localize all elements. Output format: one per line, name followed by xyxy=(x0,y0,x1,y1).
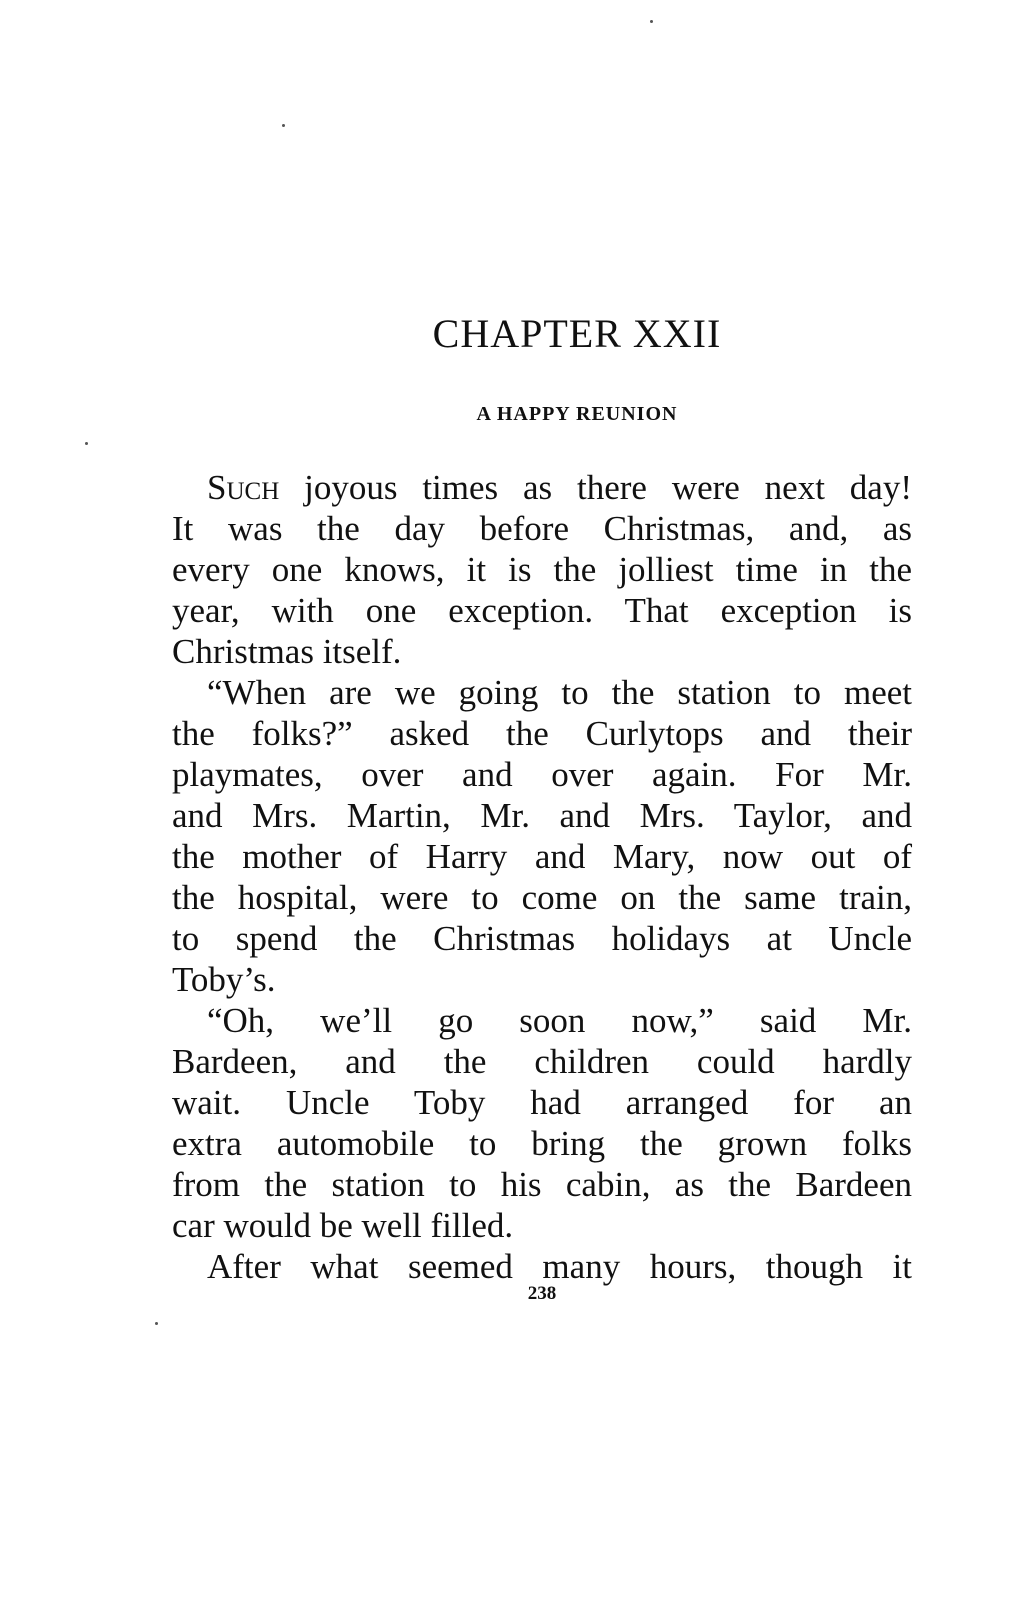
text-line: wait. Uncle Toby had arranged for an xyxy=(172,1083,912,1122)
text-line: extra automobile to bring the grown folks xyxy=(172,1124,912,1163)
text-line: from the station to his cabin, as the Bardeen xyxy=(172,1165,912,1204)
text-line: and Mrs. Martin, Mr. and Mrs. Taylor, and xyxy=(172,796,912,835)
text-line: to spend the Christmas holidays at Uncle xyxy=(172,919,912,958)
text-line: the folks?” asked the Curlytops and their xyxy=(172,714,912,753)
text-line-content: joyous times as there were next day! xyxy=(279,468,912,507)
paper-speck xyxy=(155,1322,158,1325)
text-line: Toby’s. xyxy=(172,960,276,999)
text-line: playmates, over and over again. For Mr. xyxy=(172,755,912,794)
paper-speck xyxy=(282,124,285,127)
drop-word: Such xyxy=(207,468,280,507)
text-line: It was the day before Christmas, and, as xyxy=(172,509,912,548)
page-number: 238 xyxy=(527,1283,557,1304)
paper-speck xyxy=(85,442,88,445)
text-line: the mother of Harry and Mary, now out of xyxy=(172,837,912,876)
chapter-number: CHAPTER XXII xyxy=(432,311,722,356)
text-line: car would be well filled. xyxy=(172,1206,514,1245)
text-line: every one knows, it is the jolliest time in the xyxy=(172,550,912,589)
paper-speck xyxy=(650,20,653,23)
text-line xyxy=(207,467,912,508)
text-line: Bardeen, and the children could hardly xyxy=(172,1042,912,1081)
text-line: the hospital, were to come on the same train, xyxy=(172,878,912,917)
text-line: year, with one exception. That exception is xyxy=(172,591,912,630)
text-line: “When are we going to the station to meet xyxy=(207,673,912,712)
text-line: “Oh, we’ll go soon now,” said Mr. xyxy=(207,1001,912,1040)
text-line: Christmas itself. xyxy=(172,632,402,671)
chapter-title: A HAPPY REUNION xyxy=(476,403,678,425)
text-line: After what seemed many hours, though it xyxy=(207,1247,912,1286)
